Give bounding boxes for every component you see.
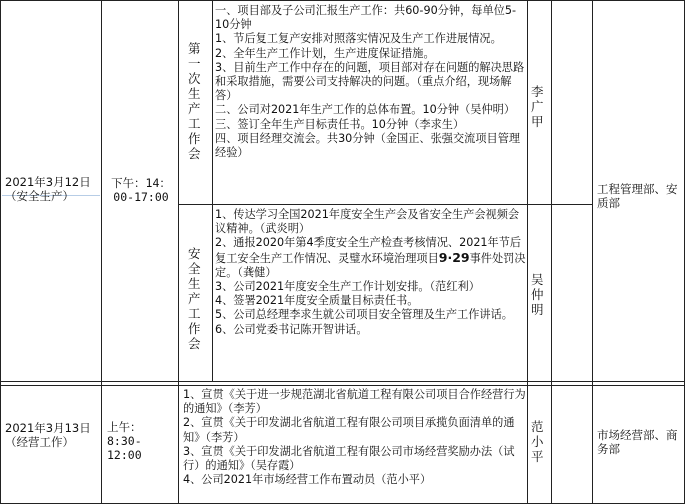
session2-item: 5、公司总经理李求生就公司项目安全管理及生产工作讲话。 (215, 308, 513, 322)
col-line-6 (592, 0, 593, 504)
row2-item: 4、公司2021年市场经营工作布置动员（范小平） (183, 473, 432, 487)
row-separator (0, 381, 685, 382)
session1-name: 第一次生产工作会 (188, 41, 201, 161)
session-separator (178, 204, 592, 205)
row2-item: 2、宣贯《关于印发湖北省航道工程有限公司项目承揽负面清单的通知》（李芳） (183, 416, 515, 444)
row2-host: 范小平 (531, 419, 544, 464)
session1-item: 二、公司对2021年生产工作的总体布置。10分钟（吴仲明） (215, 103, 516, 117)
session1-item: 三、签订全年生产目标责任书。10分钟（李求生） (215, 117, 465, 131)
session2-item: 1、传达学习全国2021年度安全生产会及省安全生产会视频会议精神。（武炎明） (215, 208, 520, 236)
col-line-1 (101, 0, 102, 504)
row2-agenda (183, 388, 526, 502)
session1-item: 1、节后复工复产安排对照落实情况及生产工作进展情况。 (215, 32, 502, 46)
session1-item: 2、全年生产工作计划，生产进度保证措施。 (215, 46, 435, 60)
row1-time: 下午：14：00-17:00 (111, 176, 171, 204)
table-border-top (0, 0, 685, 1)
session1-item: 四、项目经理交流会。共30分钟（金国正、张强交流项目管理经验） (215, 131, 521, 160)
session2-item: 3、公司2021年度安全生产工作计划安排。（范红利） (215, 280, 480, 294)
row2-time: 上午：8:30-12:00 (107, 420, 142, 462)
session2-host: 吴仲明 (531, 272, 544, 317)
row1-date: 2021年3月12日（安全生产） (5, 175, 91, 203)
incident-code: 9·29 (438, 249, 470, 265)
row2-department: 市场经营部、商务部 (597, 428, 678, 456)
session1-item: 3、目前生产工作中存在的问题，项目部对存在问题的解决思路和采取措施，需要公司支持解决的问题。（重点介绍，现场解答） (215, 60, 525, 103)
row2-date: 2021年3月13日（经营工作） (5, 421, 91, 449)
row-separator-inner (0, 385, 685, 386)
col-line-2 (178, 0, 179, 504)
col-line-3 (212, 0, 213, 382)
col-line-5 (551, 0, 552, 504)
table-border-left (0, 0, 1, 504)
session1-host: 李广甲 (531, 84, 544, 129)
row2-item: 3、宣贯《关于印发湖北省航道工程有限公司市场经营奖励办法（试行）的通知》（吴存霞） (183, 444, 515, 473)
row2-item: 1、宣贯《关于进一步规范湖北省航道工程有限公司项目合作经营行为的通知》（李芳） (183, 388, 526, 416)
session2-agenda (215, 208, 526, 380)
session1-agenda (215, 4, 526, 202)
session1-item: 一、项目部及子公司汇报生产工作：共60-90分钟，每单位5-10分钟 (215, 4, 516, 32)
session2-item: 4、签署2021年度安全质量目标责任书。 (215, 294, 419, 308)
session2-name: 安全生产工作会 (188, 246, 201, 351)
col-line-4 (527, 0, 528, 504)
session2-item: 2、通报2020年第4季度安全生产检查考核情况、2021年节后复工安全生产工作情况、灵璧水环境治理项目9·29事件处罚决定。（龚健） (215, 236, 526, 279)
session2-item: 6、公司党委书记陈开智讲话。 (215, 322, 368, 336)
row1-department: 工程管理部、安质部 (597, 182, 678, 210)
